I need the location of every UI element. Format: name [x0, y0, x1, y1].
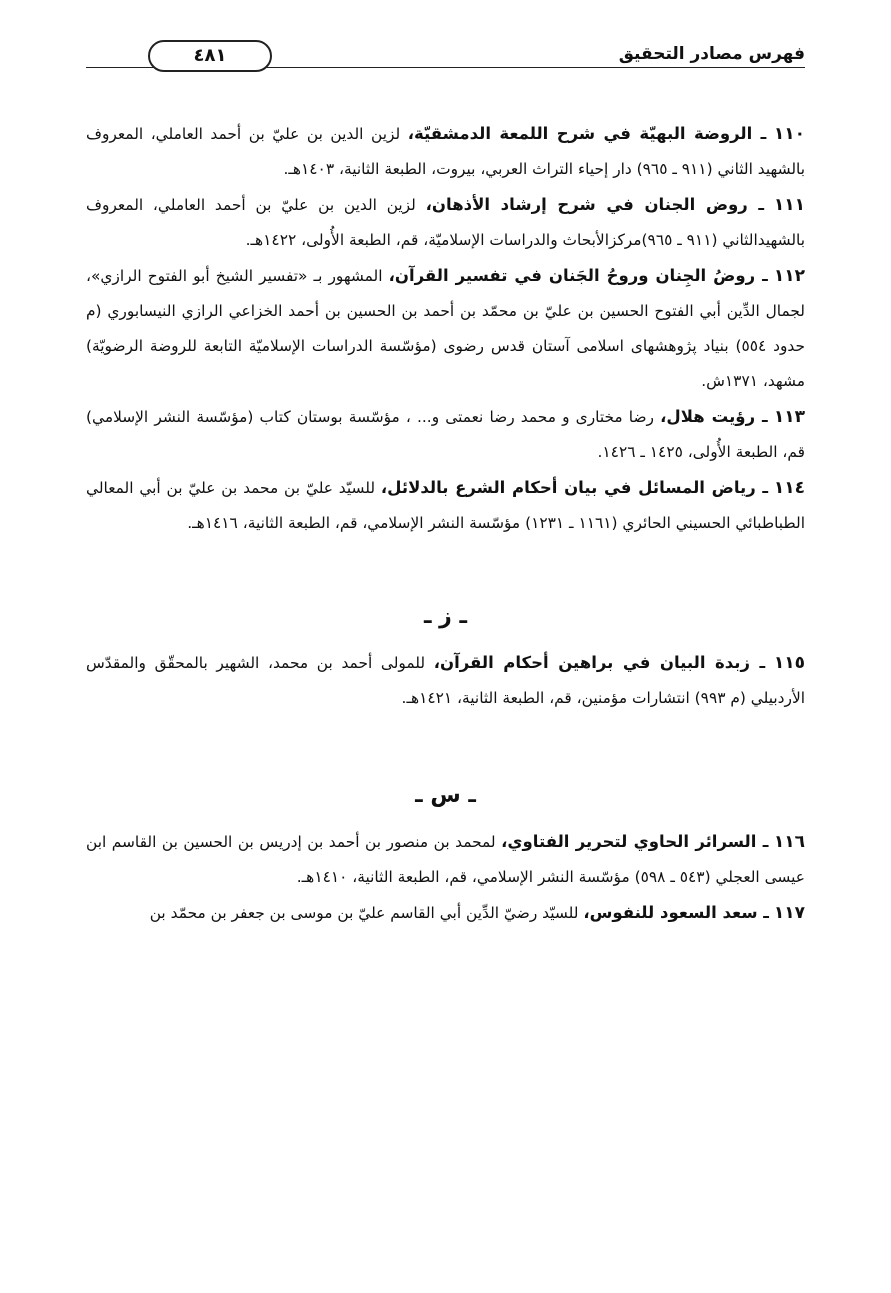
entry-115 [86, 645, 805, 716]
entry-details: للمولى أحمد بن محمد، الشهير بالمحقّق والمقدّس [86, 654, 426, 672]
running-title: فهرس مصادر التحقيق [618, 44, 805, 64]
entry-details: لزين الدين بن عليّ بن أحمد العاملي، المعروف [86, 125, 401, 143]
entry-number: ١١٢ [773, 266, 805, 286]
section-heading-z: ـ ز ـ [423, 604, 468, 629]
entry-details-rest: الأردبيلي (م ٩٩٣) انتشارات مؤمنين، قم، الطبعة الثانية، ١٤٢١هـ. [401, 689, 805, 707]
entry-number: ١١٤ [773, 478, 805, 498]
bibliography-list [86, 116, 805, 931]
entry-title: ـ السرائر الحاوي لتحرير الفتاوي، [501, 832, 769, 851]
entry-title: ـ الروضة البهيّة في شرح اللمعة الدمشقيّة، [407, 124, 767, 143]
entry-title: ـ رياض المسائل في بيان أحكام الشرع بالدلائل، [380, 478, 769, 497]
entry-number: ١١٦ [773, 832, 805, 852]
entry-112 [86, 258, 805, 399]
entry-number: ١١٣ [773, 407, 805, 427]
entry-details: رضا مختارى و محمد رضا نعمتى و... ، مؤسّسة بوستان كتاب (مؤسّسة النشر [154, 408, 654, 426]
entry-details: للسيّد عليّ بن محمد بن عليّ بن أبي المعالي [86, 479, 376, 497]
entry-111 [86, 187, 805, 258]
entry-details-rest: الطباطبائي الحسيني الحائري (١١٦١ ـ ١٢٣١) مؤسّسة النشر الإسلامي، قم، الطبعة الثانية، ١٤١٦هـ. [187, 514, 805, 532]
entry-title: ـ روضُ الجِنان وروحُ الجَنان في تفسير القرآن، [388, 266, 768, 285]
entry-114 [86, 470, 805, 541]
entry-116 [86, 824, 805, 895]
entry-number: ١١٥ [773, 653, 805, 673]
entry-number: ١١٧ [773, 903, 805, 923]
entry-details: لزين الدين بن عليّ بن أحمد العاملي، المعروف [86, 196, 416, 214]
entry-title: ـ روض الجنان في شرح إرشاد الأذهان، [425, 195, 765, 214]
entry-number: ١١٠ [773, 124, 805, 144]
entry-details: لمحمد بن منصور بن أحمد بن إدريس بن الحسين بن القاسم [111, 833, 496, 851]
entry-details-rest: بالشهيدالثاني (٩١١ ـ ٩٦٥)مركزالأبحاث والدراسات الإسلاميّة، قم، الطبعة الأُولى، ١٤٢٢هـ. [245, 231, 805, 249]
entry-117 [86, 895, 805, 931]
page-number: ٤٨١ [148, 40, 272, 72]
entry-title: ـ رؤيت هلال، [660, 407, 768, 426]
section-heading-s: ـ س ـ [415, 783, 476, 808]
entry-details-rest: ابن عيسى العجلي (٥٤٣ ـ ٥٩٨) مؤسّسة النشر الإسلامي، قم، الطبعة الثانية، ١٤١٠هـ. [86, 833, 805, 886]
entry-details: المشهور بـ «تفسير الشيخ أبو الفتوح [147, 267, 383, 285]
entry-details: للسيّد رضيّ الدِّين أبي القاسم عليّ بن موسى بن جعفر بن محمّد بن [149, 904, 579, 922]
entry-number: ١١١ [773, 195, 805, 215]
entry-title: ـ سعد السعود للنفوس، [583, 903, 769, 922]
entry-details-rest: بالشهيد الثاني (٩١١ ـ ٩٦٥) دار إحياء التراث العربي، بيروت، الطبعة الثانية، ١٤٠٣هـ. [283, 160, 805, 178]
entry-113 [86, 399, 805, 470]
entry-details-rest: الإسلامي) قم، الطبعة الأُولى، ١٤٢٥ ـ ١٤٢٦. [86, 408, 805, 461]
entry-110 [86, 116, 805, 187]
entry-details-rest: الرازي»، لجمال الدِّين أبي الفتوح الحسين بن عليّ بن محمّد بن أحمد بن الحسين بن أحمد الخزاعي الرازي النيسابوري (م حدود ٥٥٤) بنياد پژوهشهاى اسلامى آستان قدس رضوى (مؤسّسة الدراسات الإسلاميّة التابعة للروضة الرضويّة) مشهد، ١٣٧١ش. [86, 267, 805, 390]
page-header [86, 38, 805, 68]
entry-title: ـ زبدة البيان في براهين أحكام القرآن، [433, 653, 766, 672]
